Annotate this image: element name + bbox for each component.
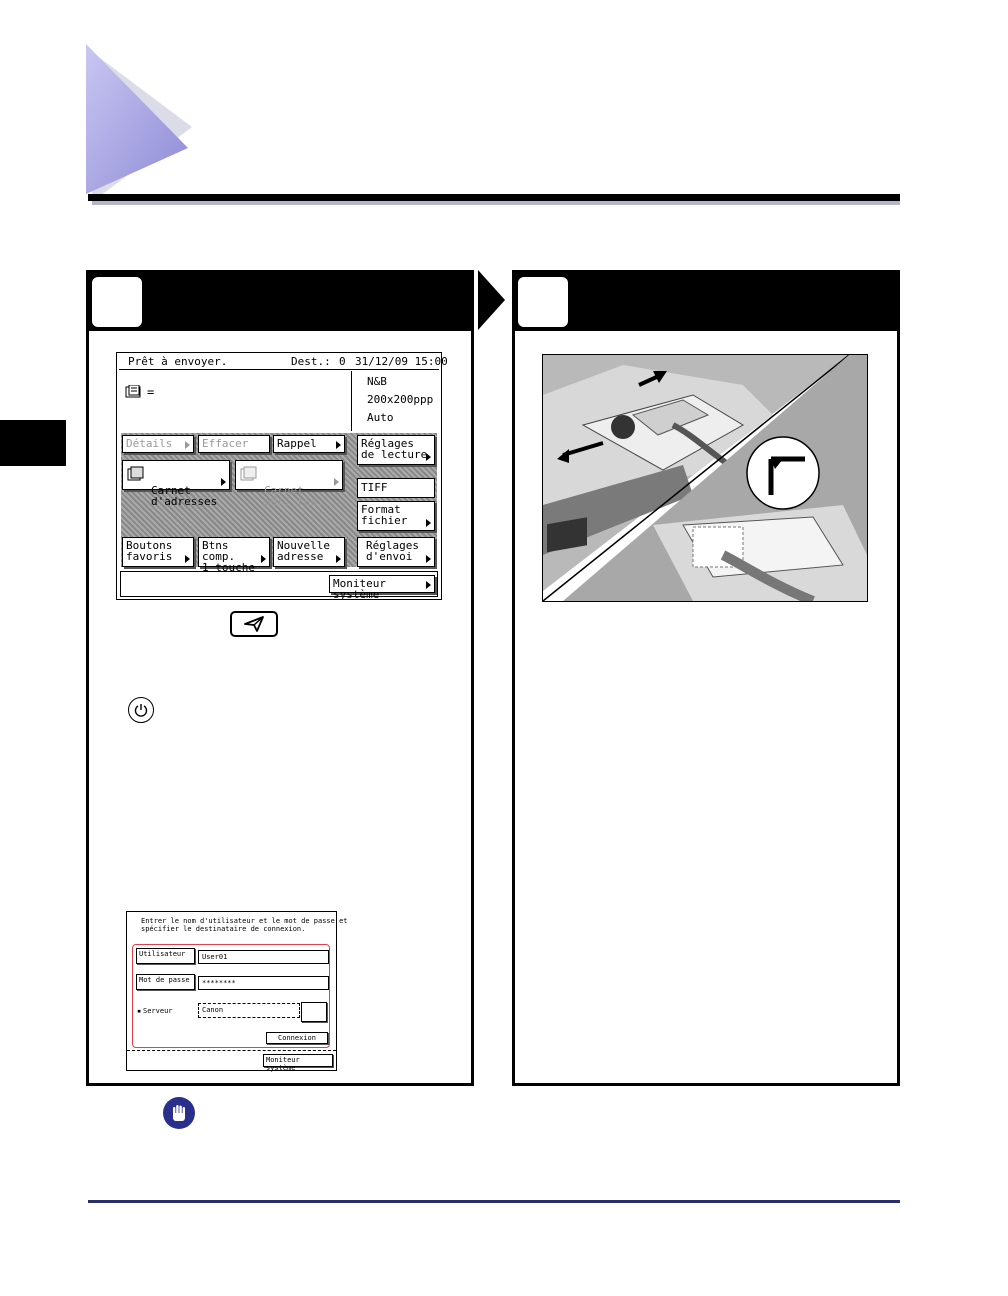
status-text: Prêt à envoyer. bbox=[128, 355, 228, 368]
datetime: 31/12/09 15:00 bbox=[355, 355, 448, 368]
server-label: Serveur bbox=[143, 1007, 173, 1015]
step-panel-2-header bbox=[515, 273, 897, 331]
power-key bbox=[128, 697, 154, 723]
address-book-icon bbox=[125, 385, 145, 399]
remote-address-book-button[interactable]: Carnet adr. rés. bbox=[235, 460, 343, 490]
feeder-and-platen-image bbox=[543, 355, 867, 601]
header-rule bbox=[88, 194, 900, 201]
server-field[interactable]: Canon bbox=[198, 1003, 300, 1018]
density: Auto bbox=[367, 411, 394, 424]
dest-count: 0 bbox=[339, 355, 346, 368]
step-number-box-2 bbox=[518, 277, 568, 327]
step-number-box-1 bbox=[92, 277, 142, 327]
onetouch-button[interactable]: Btns comp. 1 touche bbox=[198, 537, 270, 567]
settings-divider bbox=[351, 371, 352, 431]
login-screen bbox=[126, 911, 348, 1072]
header-rule-shadow bbox=[92, 201, 900, 205]
file-format-button[interactable]: Format fichier bbox=[357, 501, 435, 531]
login-instruction-line2: spécifier le destinataire de connexion. bbox=[141, 925, 306, 933]
recall-button[interactable]: Rappel bbox=[273, 435, 345, 453]
dest-label: Dest.: bbox=[291, 355, 331, 368]
login-instruction-line1: Entrer le nom d'utilisateur et le mot de passe et bbox=[141, 917, 348, 925]
system-monitor-button[interactable]: Moniteur système bbox=[329, 575, 435, 593]
remote-book-button-icon bbox=[240, 466, 258, 482]
address-equals: = bbox=[147, 385, 155, 399]
footer-rule bbox=[88, 1200, 900, 1203]
address-book-button[interactable]: Carnet d'adresses bbox=[122, 460, 230, 490]
resolution: 200x200ppp bbox=[367, 393, 434, 406]
color-mode: N&B bbox=[367, 375, 387, 388]
header-triangle bbox=[86, 44, 196, 200]
login-button[interactable]: Connexion bbox=[266, 1032, 328, 1044]
erase-button[interactable]: Effacer bbox=[198, 435, 270, 453]
next-step-arrow bbox=[478, 270, 505, 330]
step-panel-1-header bbox=[89, 273, 471, 331]
status-divider bbox=[119, 369, 439, 370]
login-system-monitor-button[interactable]: Moniteur système bbox=[263, 1054, 333, 1067]
caution-icon bbox=[163, 1097, 195, 1129]
stop-hand-icon bbox=[170, 1103, 188, 1123]
chapter-side-tab bbox=[0, 420, 66, 466]
password-field[interactable]: ******** bbox=[198, 976, 329, 990]
send-touch-panel-screen bbox=[116, 352, 448, 601]
details-button[interactable]: Détails bbox=[122, 435, 194, 453]
new-address-button[interactable]: Nouvelle adresse bbox=[273, 537, 345, 567]
scanner-illustration bbox=[542, 354, 868, 602]
user-button[interactable]: Utilisateur bbox=[136, 948, 195, 964]
paper-plane-icon bbox=[243, 615, 265, 633]
favorites-button[interactable]: Boutons favoris bbox=[122, 537, 194, 567]
user-field[interactable]: User01 bbox=[198, 950, 329, 964]
power-icon bbox=[133, 702, 149, 718]
send-settings-button[interactable]: Réglages d'envoi bbox=[357, 537, 435, 567]
send-key bbox=[230, 611, 278, 637]
address-book-button-icon bbox=[127, 466, 145, 482]
server-select-button[interactable] bbox=[301, 1002, 327, 1022]
file-format-value: TIFF bbox=[357, 478, 435, 498]
server-bullet: ▪ bbox=[137, 1007, 142, 1015]
password-button[interactable]: Mot de passe bbox=[136, 974, 195, 990]
scan-settings-button[interactable]: Réglages de lecture bbox=[357, 435, 435, 465]
